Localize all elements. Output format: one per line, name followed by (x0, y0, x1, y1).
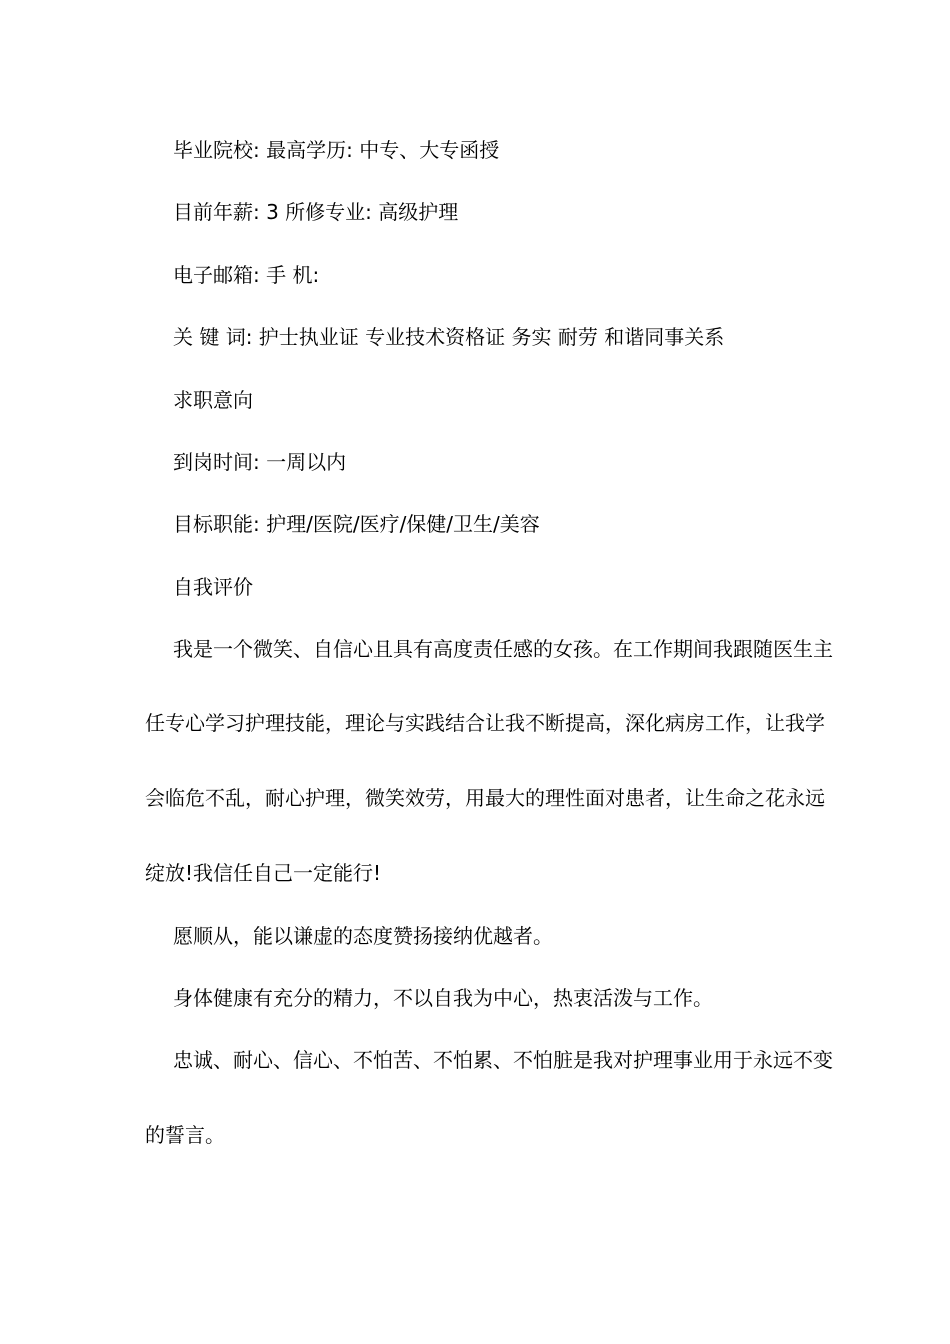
self-evaluation-heading: 自我评价 (173, 575, 253, 599)
start-time-line: 到岗时间: 一周以内 (173, 450, 347, 474)
paragraph-1-line-3: 会临危不乱，耐心护理，微笑效劳，用最大的理性面对患者，让生命之花永远 (145, 786, 825, 810)
paragraph-4-line-2: 的誓言。 (145, 1123, 225, 1147)
salary-major-line: 目前年薪: 3 所修专业: 高级护理 (173, 200, 459, 224)
paragraph-1-line-4: 绽放!我信任自己一定能行! (145, 861, 382, 885)
paragraph-1-line-1: 我是一个微笑、自信心且具有高度责任感的女孩。在工作期间我跟随医生主 (173, 637, 833, 661)
paragraph-1-line-2: 任专心学习护理技能，理论与实践结合让我不断提高，深化病房工作，让我学 (145, 711, 825, 735)
paragraph-4-line-1: 忠诚、耐心、信心、不怕苦、不怕累、不怕脏是我对护理事业用于永远不变 (173, 1048, 833, 1072)
job-intention-heading: 求职意向 (173, 388, 253, 412)
paragraph-2: 愿顺从，能以谦虚的态度赞扬接纳优越者。 (173, 924, 553, 948)
keywords-line: 关 键 词: 护士执业证 专业技术资格证 务实 耐劳 和谐同事关系 (173, 325, 725, 349)
target-function-line: 目标职能: 护理/医院/医疗/保健/卫生/美容 (173, 512, 540, 536)
paragraph-3: 身体健康有充分的精力，不以自我为中心，热衷活泼与工作。 (173, 986, 713, 1010)
contact-line: 电子邮箱: 手 机: (173, 263, 320, 287)
education-line: 毕业院校: 最高学历: 中专、大专函授 (173, 138, 500, 162)
